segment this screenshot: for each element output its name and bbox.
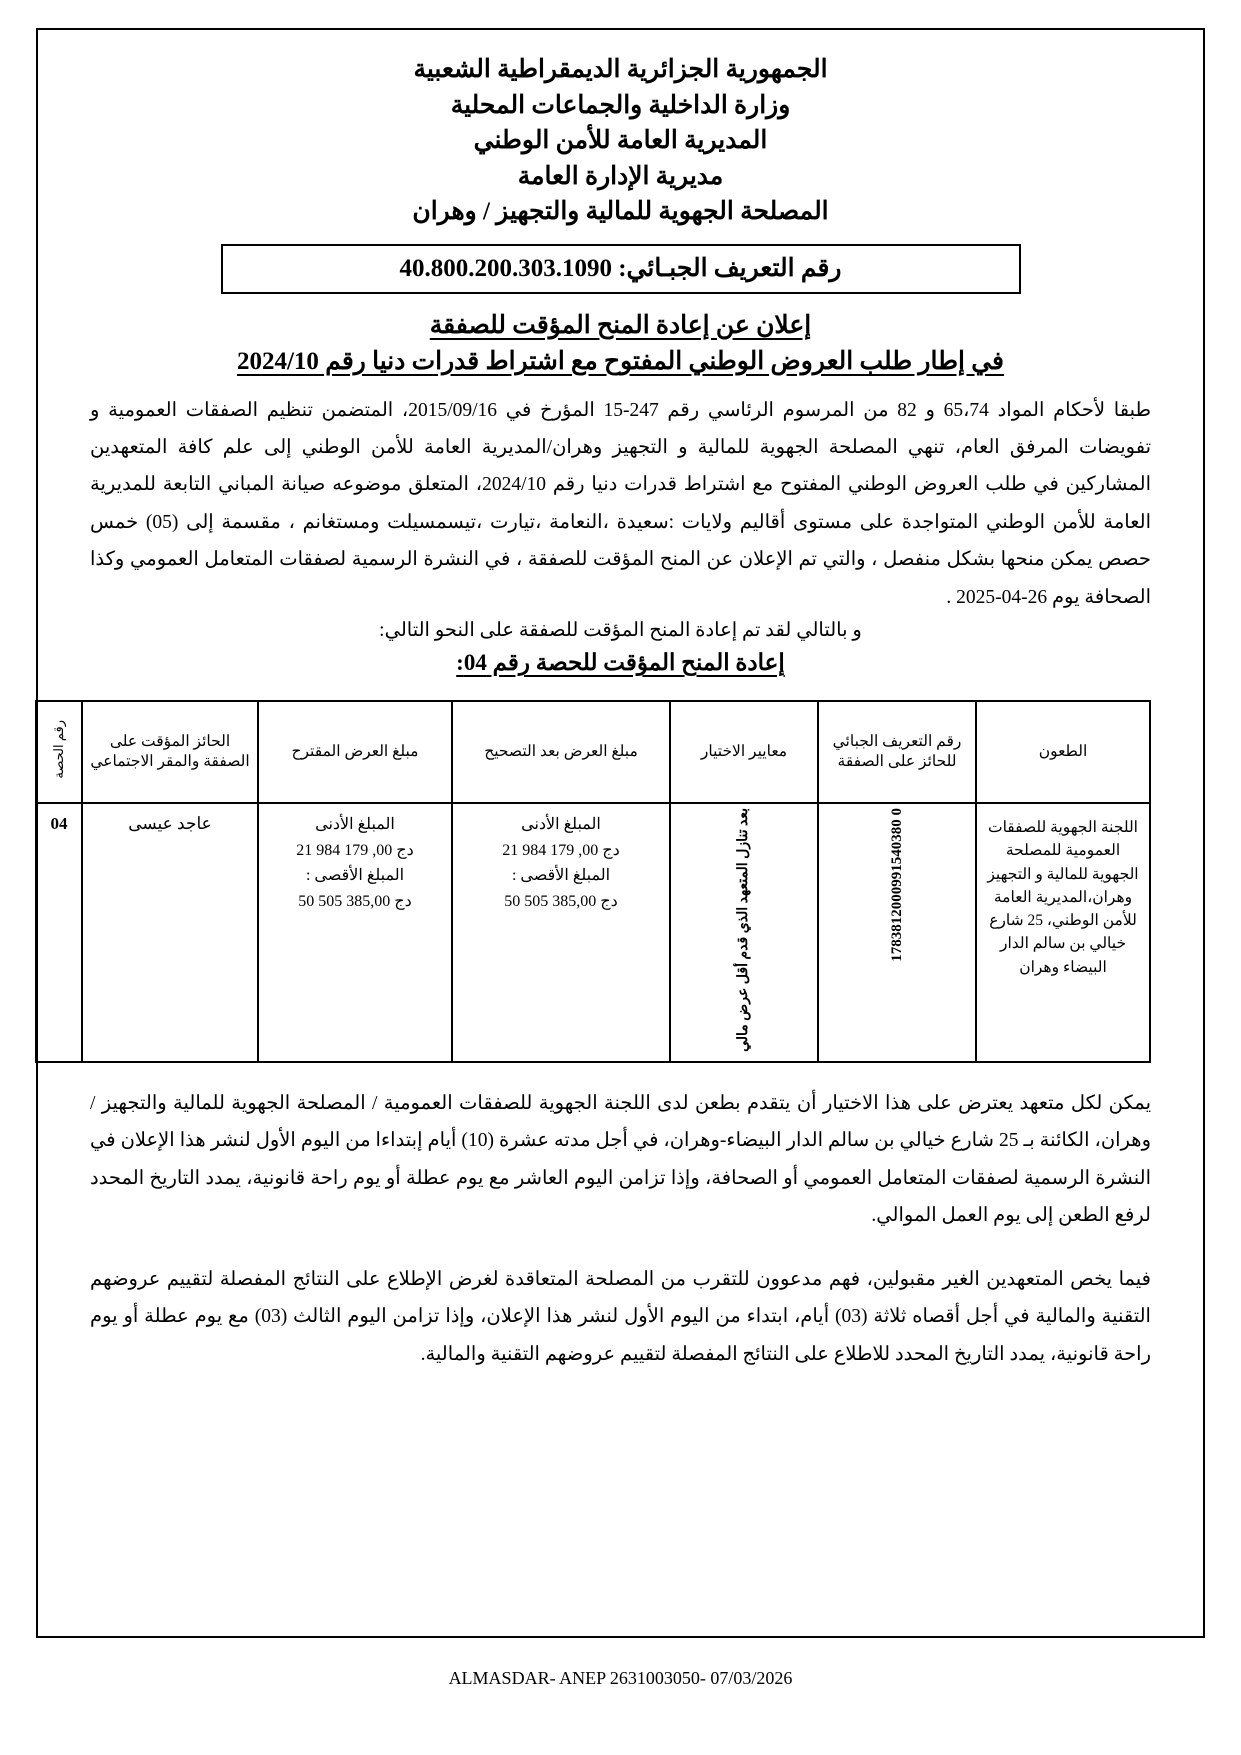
- tax-id-label: رقم التعريف الجبـائي:: [618, 254, 842, 282]
- proposed-max-value: 50 505 385,00 دج: [298, 892, 412, 910]
- col-header-winner: الحائز المؤقت على الصفقة والمقر الاجتماعي: [82, 701, 258, 803]
- proposed-min-label: المبلغ الأدنى: [315, 816, 395, 834]
- header-line-regional-service: المصلحة الجهوية للمالية والتجهيز / وهران: [412, 198, 829, 225]
- anep-footer: ALMASDAR- ANEP 2631003050- 07/03/2026: [448, 1668, 793, 1688]
- closing-line: و بالتالي لقد تم إعادة المنح المؤقت للصفقة على النحو التالي:: [379, 620, 862, 642]
- announcement-title: إعلان عن إعادة المنح المؤقت للصفقة: [429, 311, 812, 339]
- col-header-criteria: معايير الاختيار: [670, 701, 818, 803]
- header-line-ministry: وزارة الداخلية والجماعات المحلية: [450, 91, 791, 119]
- winner-name: عاجد عيسى: [128, 814, 212, 834]
- proposed-max-label: المبلغ الأقصى :: [305, 867, 405, 885]
- cell-nif: [818, 803, 976, 1062]
- tax-id-value: 40.800.200.303.1090: [399, 254, 612, 282]
- cell-proposed-amount: [258, 803, 452, 1062]
- col-header-lot-number: [36, 701, 82, 803]
- header-line-admin: مديرية الإدارة العامة: [517, 162, 724, 190]
- col-header-corrected-amount: مبلغ العرض بعد التصحيح: [452, 701, 670, 803]
- tax-id-box: [221, 244, 1021, 294]
- corrected-max-label: المبلغ الأقصى :: [511, 867, 611, 885]
- corrected-max-value: 50 505 385,00 دج: [504, 892, 618, 910]
- cell-corrected-amount: [452, 803, 670, 1062]
- cell-winner: [82, 803, 258, 1062]
- col-header-nif: رقم التعريف الجبائي للحائز على الصفقة: [818, 701, 976, 803]
- award-table: [35, 700, 1151, 1063]
- table-row: [36, 803, 1150, 1062]
- header-line-directorate: المديرية العامة للأمن الوطني: [473, 127, 768, 154]
- corrected-min-label: المبلغ الأدنى: [521, 816, 601, 834]
- col-header-appeal: الطعون: [976, 701, 1150, 803]
- lot-heading: إعادة المنح المؤقت للحصة رقم 04:: [456, 650, 785, 676]
- lot-number-value: 04: [50, 814, 68, 834]
- col-header-proposed-amount: مبلغ العرض المقترح: [258, 701, 452, 803]
- header-line-country: الجمهورية الجزائرية الديمقراطية الشعبية: [413, 56, 828, 83]
- criteria-text: بعد تنازل المتعهد الذي قدم أقل عرض مالي: [735, 808, 751, 1053]
- official-header: [90, 52, 1151, 230]
- col-header-lot-number-text: رقم الحصة: [50, 719, 66, 779]
- cell-lot-number: [36, 803, 82, 1062]
- proposed-min-value: 21 984 179 ,00 دج: [296, 841, 414, 859]
- appeal-text: اللجنة الجهوية للصفقات العمومية للمصلحة الجهوية للمالية و التجهيز وهران،المديرية العامة للأمن الوطني، 25 شارع خيالي بن سالم الدار البيضاء وهران: [987, 819, 1139, 976]
- corrected-amount-block: [456, 808, 666, 914]
- nif-value: 1783812000991540380 0: [888, 808, 905, 962]
- proposed-amount-block: [262, 808, 448, 914]
- announcement-subtitle: في إطار طلب العروض الوطني المفتوح مع اشتراط قدرات دنيا رقم 2024/10: [236, 347, 1004, 375]
- document-frame: [36, 28, 1205, 1638]
- table-header-row: [36, 701, 1150, 803]
- body-paragraph: طبقا لأحكام المواد 65،74 و 82 من المرسوم الرئاسي رقم 247-15 المؤرخ في 2015/09/16، المتضمن تنظيم الصفقات العمومية و تفويضات المرفق العام، تنهي المصلحة الجهوية للمالية و التجهيز وهران/المديرية العامة للأمن الوطني إلى علم كافة المتعهدين المشاركين في طلب العروض الوطني المفتوح مع اشتراط قدرات دنيا رقم 2024/10، المتعلق موضوعه صيانة المباني التابعة للمديرية العامة للأمن الوطني المتواجدة على مستوى أقاليم ولايات :سعيدة ،النعامة ،تيارت ،تيسمسيلت ومستغانم ، مقسمة إلى (05) خمس حصص يمكن منحها بشكل منفصل ، والتي تم الإعلان عن المنح المؤقت للصفقة ، في النشرة الرسمية لصفقات المتعامل العمومي وكذا الصحافة يوم 26-04-2025 .: [90, 399, 1152, 608]
- rejected-bidders-paragraph: فيما يخص المتعهدين الغير مقبولين، فهم مدعوون للتقرب من المصلحة المتعاقدة لغرض الإطلاع على النتائج المفصلة لتقييم عروضهم التقنية والمالية في أجل أقصاه ثلاثة (03) أيام، ابتداء من اليوم الأول لنشر هذا الإعلان، وإذا تزامن اليوم الثالث (03) مع يوم عطلة أو يوم راحة قانونية، يمدد التاريخ المحدد للاطلاع على النتائج المفصلة لتقييم عروضهم التقنية والمالية.: [90, 1268, 1151, 1365]
- cell-appeal: [976, 803, 1150, 1062]
- cell-criteria: [670, 803, 818, 1062]
- corrected-min-value: 21 984 179 ,00 دج: [502, 841, 620, 859]
- appeal-instructions-paragraph: يمكن لكل متعهد يعترض على هذا الاختيار أن يتقدم بطعن لدى اللجنة الجهوية للصفقات العمومية / المصلحة الجهوية للمالية والتجهيز / وهران، الكائنة بـ 25 شارع خيالي بن سالم الدار البيضاء-وهران، في أجل مدته عشرة (10) أيام إبتداءا من اليوم الأول لنشر هذا الإعلان في النشرة الرسمية لصفقات المتعامل العمومي أو الصحافة، وإذا تزامن اليوم العاشر مع يوم عطلة أو يوم راحة قانونية، يمدد التاريخ المحدد لرفع الطعن إلى يوم العمل الموالي.: [90, 1093, 1152, 1227]
